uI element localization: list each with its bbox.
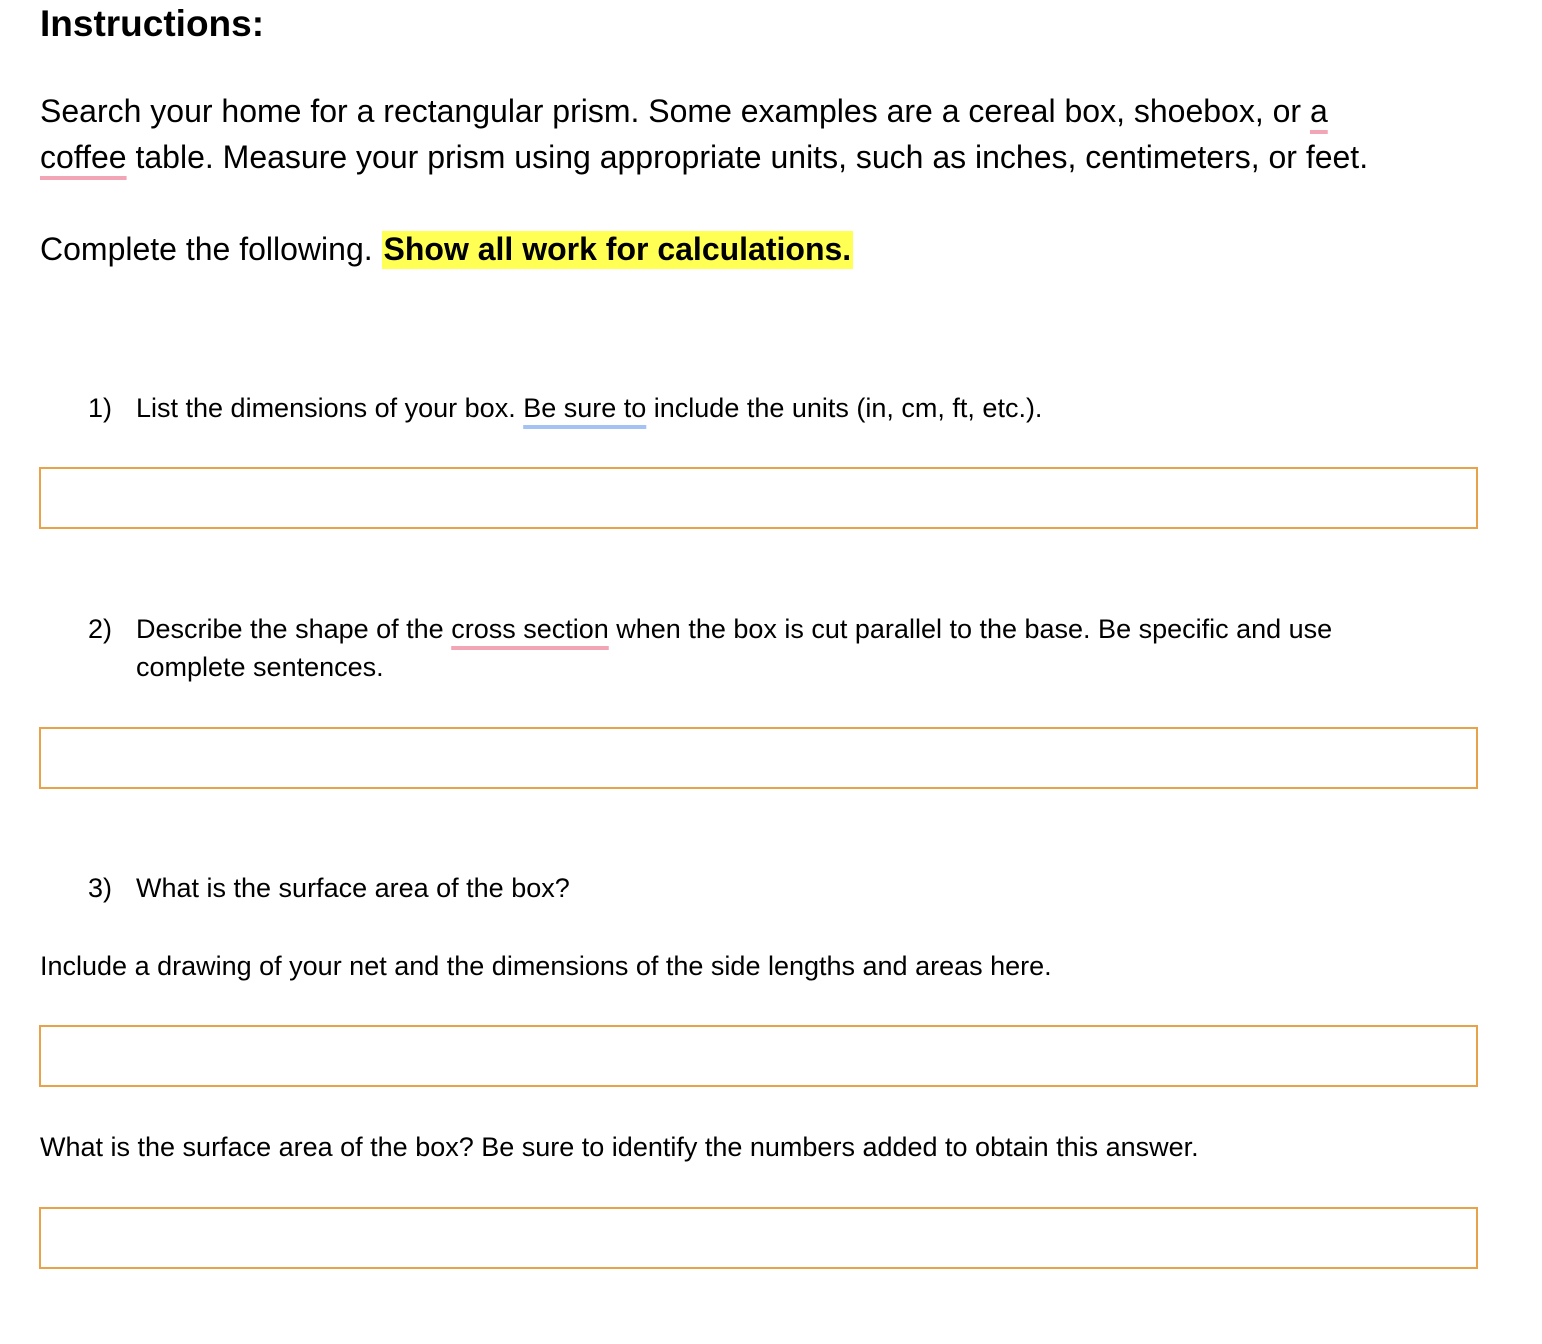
question-text: include the units (in, cm, ft, etc.).: [646, 393, 1043, 423]
net-prompt: Include a drawing of your net and the dimensions of the side lengths and areas here.: [40, 951, 1052, 981]
answer-box-net-drawing[interactable]: [39, 1025, 1478, 1087]
question-number: 3): [88, 873, 113, 903]
spellcheck-word[interactable]: coffee: [40, 139, 127, 175]
highlighted-instruction: Show all work for calculations.: [383, 231, 852, 267]
question-number: 1): [88, 393, 113, 423]
intro-line-1: [40, 88, 1328, 134]
question-3: [88, 869, 570, 908]
intro-text: Search your home for a rectangular prism. Some examples are a cereal box, shoebox, or: [40, 93, 1310, 129]
spellcheck-word[interactable]: a: [1309, 93, 1328, 129]
question-2-continued: complete sentences.: [136, 652, 384, 682]
question-text: Describe the shape of the: [136, 614, 452, 644]
surface-area-prompt: What is the surface area of the box? Be sure to identify the numbers added to obtain this answer.: [40, 1132, 1199, 1162]
question-number: 2): [88, 614, 113, 644]
question-2: [88, 610, 1332, 649]
answer-box-dimensions[interactable]: [39, 467, 1478, 529]
question-text: What is the surface area of the box?: [136, 873, 570, 903]
intro-text: table. Measure your prism using appropriate units, such as inches, centimeters, or feet.: [126, 139, 1369, 175]
question-1: [88, 389, 1042, 428]
intro-line-2: [40, 134, 1368, 180]
answer-box-surface-area[interactable]: [39, 1207, 1478, 1269]
grammar-suggestion[interactable]: Be sure to: [523, 393, 647, 423]
complete-text: Complete the following.: [40, 231, 382, 267]
question-text: when the box is cut parallel to the base. Be specific and use: [608, 614, 1333, 644]
complete-instruction: [40, 226, 853, 272]
spellcheck-word[interactable]: cross section: [451, 614, 609, 644]
page-title: Instructions:: [40, 3, 265, 44]
answer-box-cross-section[interactable]: [39, 727, 1478, 789]
question-text: List the dimensions of your box.: [136, 393, 524, 423]
